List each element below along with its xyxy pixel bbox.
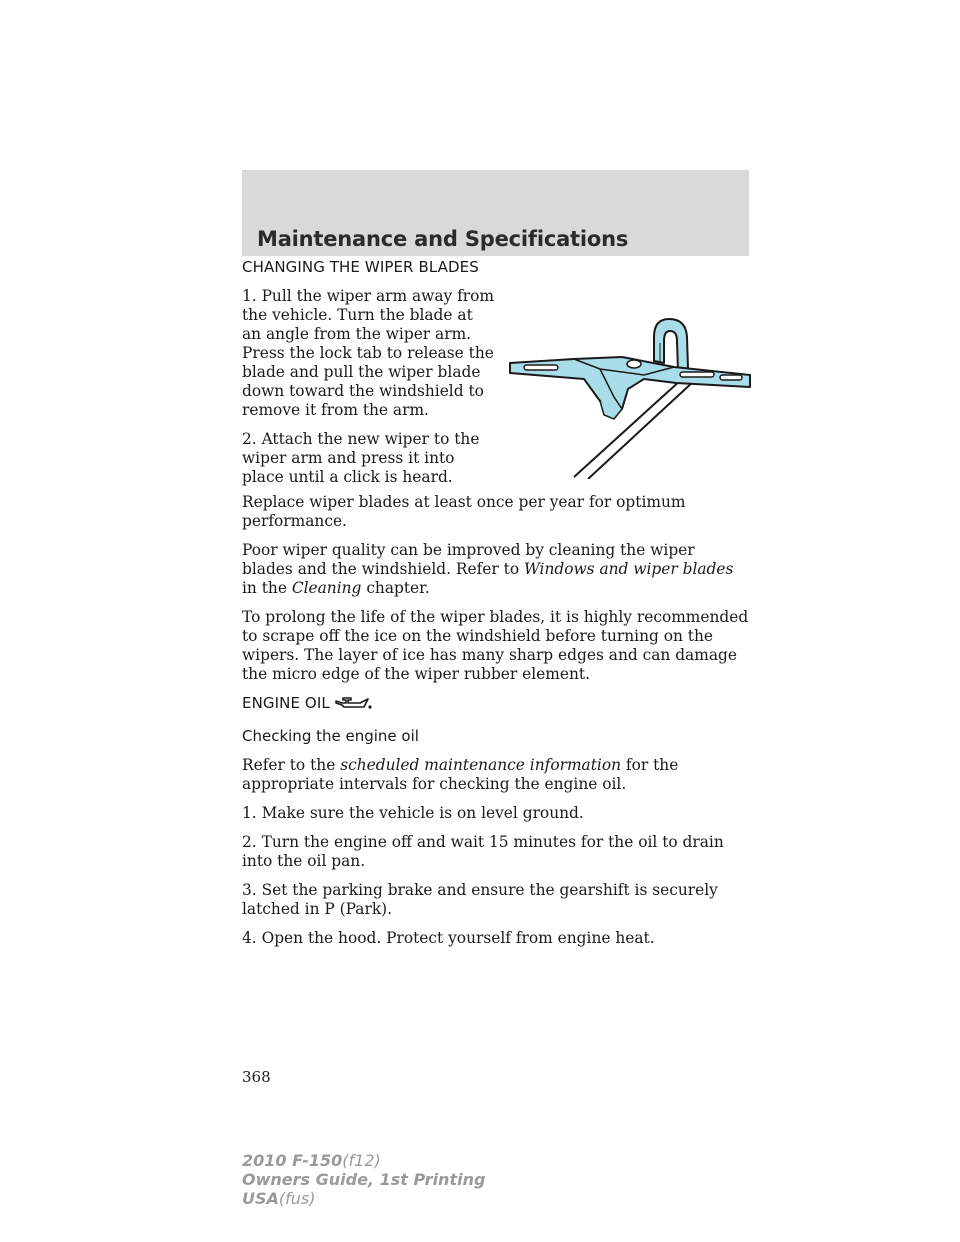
wiper-blade-illustration (504, 309, 754, 479)
oil-step-1: 1. Make sure the vehicle is on level ground. (242, 804, 584, 822)
text-run: for the appropriate intervals for checking the engine oil. (242, 756, 679, 793)
scheduled-maintenance-ref: scheduled maintenance information (340, 756, 622, 774)
footer-model-code: (f12) (342, 1151, 381, 1170)
oil-refer-note (242, 756, 750, 794)
section-title: Maintenance and Specifications (257, 227, 629, 251)
text-run: Refer to the (242, 756, 341, 774)
wiper-heading: CHANGING THE WIPER BLADES (242, 258, 479, 276)
windows-wiper-ref: Windows and wiper blades (523, 560, 734, 578)
footer-market: USA (242, 1189, 279, 1208)
oil-step-2: 2. Turn the engine off and wait 15 minutes for the oil to drain into the oil pan. (242, 833, 724, 870)
engine-oil-heading-row (242, 694, 750, 713)
oil-step-4: 4. Open the hood. Protect yourself from engine heat. (242, 929, 655, 947)
section-header-band (242, 170, 749, 256)
footer-market-code: (fus) (278, 1189, 316, 1208)
footer-model: 2010 F-150 (242, 1151, 343, 1170)
wiper-quality-note (242, 541, 750, 598)
oil-can-icon (334, 695, 374, 713)
page-number: 368 (242, 1068, 271, 1086)
footer-line-1 (242, 1151, 485, 1170)
cleaning-chapter-ref: Cleaning (291, 579, 362, 597)
footer-line-2: Owners Guide, 1st Printing (242, 1170, 486, 1189)
text-run: in the (242, 579, 292, 597)
wiper-steps-block (242, 287, 750, 493)
engine-oil-heading: ENGINE OIL (242, 694, 330, 712)
checking-oil-subheading: Checking the engine oil (242, 727, 419, 745)
text-run: chapter. (361, 579, 430, 597)
text-run: Poor wiper quality can be improved by cleaning the wiper blades and the windshield. Refer to (242, 541, 695, 578)
wiper-step-2: 2. Attach the new wiper to the wiper arm and press it into place until a click is heard. (242, 430, 480, 486)
print-footer (242, 1151, 485, 1208)
wiper-replace-note: Replace wiper blades at least once per year for optimum performance. (242, 493, 686, 530)
page-content (242, 258, 750, 958)
wiper-step-1: 1. Pull the wiper arm away from the vehicle. Turn the blade at an angle from the wiper arm. Press the lock tab to release the blade and pull the wiper blade down toward the windshield to remove it from the arm. (242, 287, 495, 419)
wiper-steps-text (242, 287, 496, 493)
wiper-prolong-note: To prolong the life of the wiper blades, it is highly recommended to scrape off the ice on the windshield before turning on the wipers. The layer of ice has many sharp edges and can damage the micro edge of the wiper rubber element. (242, 608, 749, 683)
oil-step-3: 3. Set the parking brake and ensure the gearshift is securely latched in P (Park). (242, 881, 718, 918)
footer-line-3 (242, 1189, 485, 1208)
